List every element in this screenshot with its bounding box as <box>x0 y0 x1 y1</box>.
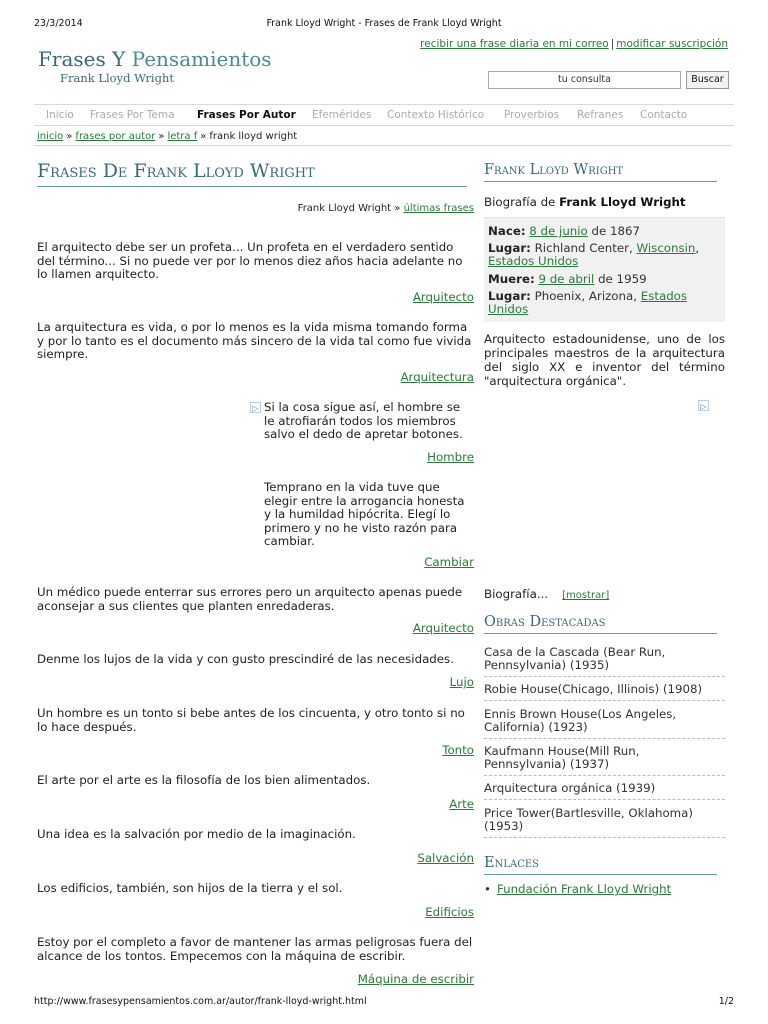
quote-text: Temprano en la vida tuve que elegir entre la arrogancia honesta y la humildad hipócrita. Elegí lo primero y no he visto razón para cambiar. <box>264 480 465 548</box>
quote-text: Un médico puede enterrar sus errores pero un arquitecto apenas puede aconsejar a sus clientes que planten enredaderas. <box>37 585 463 613</box>
bio-header <box>484 195 686 209</box>
died-label: Muere: <box>488 272 535 286</box>
nav-efemerides[interactable]: Efemérides <box>312 109 372 121</box>
quote-text: La arquitectura es vida, o por lo menos es la vida misma tomando forma y por lo tanto es el documento más sincero de la vida tal como fue vivida siempre. <box>37 320 472 361</box>
quote-text: Estoy por el completo a favor de mantener las armas peligrosas fuera del alcance de los tontos. Empecemos con la máquina de escribir. <box>37 935 473 963</box>
util-author: Frank Lloyd Wright <box>297 203 392 214</box>
work-item: Price Tower(Bartlesville, Oklahoma) (1953) <box>484 807 725 838</box>
nav-contacto[interactable]: Contacto <box>640 109 688 121</box>
works-title: Obras Destacadas <box>484 614 717 634</box>
work-item: Ennis Brown House(Los Angeles, California) (1923) <box>484 708 725 739</box>
breadcrumb <box>37 131 297 142</box>
bio-facts-box <box>484 217 725 322</box>
born-label: Nace: <box>488 224 526 238</box>
logo-word-1: Frases Y <box>38 47 126 71</box>
quote-text: Una idea es la salvación por medio de la imaginación. <box>37 827 356 841</box>
main-nav <box>34 104 734 126</box>
author-description: Arquitecto estadounidense, uno de los principales maestros de la arquitectura del siglo XX e inventor del término "arquitectura orgánica". <box>484 332 725 388</box>
bio-label: Biografía de <box>484 195 556 209</box>
deathplace-row <box>488 290 721 316</box>
util-sep: » <box>394 203 401 214</box>
quote-tag-link[interactable]: Arquitecto <box>412 621 474 635</box>
search-button[interactable]: Buscar <box>686 71 729 89</box>
quote-tag-link[interactable]: Cambiar <box>424 555 474 569</box>
breadcrumb-home[interactable]: inicio <box>37 131 64 142</box>
bio-toggle-label: Biografía... <box>484 587 549 601</box>
born-date-link[interactable]: 8 de junio <box>529 224 588 238</box>
bio-show-link[interactable]: [mostrar] <box>562 590 610 601</box>
place2-label: Lugar: <box>488 289 531 303</box>
quote-text: Denme los lujos de la vida y con gusto prescindiré de las necesidades. <box>37 652 454 666</box>
bullet-icon: • <box>484 882 491 896</box>
bio-name: Frank Lloyd Wright <box>559 195 686 209</box>
modify-subscription-link[interactable]: modificar suscripción <box>616 38 728 50</box>
place2-city: Phoenix, Arizona, <box>534 289 637 303</box>
breadcrumb-current: frank lloyd wright <box>209 131 298 142</box>
breadcrumb-sep: » <box>200 131 207 142</box>
quote-text: Los edificios, también, son hijos de la tierra y el sol. <box>37 881 343 895</box>
breadcrumb-by-author[interactable]: frases por autor <box>75 131 156 142</box>
quote-text: Un hombre es un tonto si bebe antes de los cincuenta, y otro tonto si no lo hace después. <box>37 706 465 734</box>
search-input[interactable]: tu consulta <box>488 71 681 89</box>
page-title: Frases De Frank Lloyd Wright <box>37 160 467 187</box>
sidebar-title: Frank Lloyd Wright <box>484 162 717 182</box>
work-item: Kaufmann House(Mill Run, Pennsylvania) (1937) <box>484 745 725 776</box>
author-util-links <box>298 203 474 214</box>
place2-country-link[interactable]: Estados Unidos <box>488 289 688 316</box>
breadcrumb-divider <box>34 145 732 146</box>
util-latest-link[interactable]: últimas frases <box>403 203 474 214</box>
bio-toggle <box>484 587 609 601</box>
quote-tag-link[interactable]: Arquitecto <box>412 290 474 304</box>
site-subtitle: Frank Lloyd Wright <box>60 71 174 85</box>
foundation-link[interactable]: Fundación Frank Lloyd Wright <box>496 882 672 896</box>
died-year: de 1959 <box>598 272 647 286</box>
quote-tag-link[interactable]: Salvación <box>417 851 474 865</box>
breadcrumb-sep: » <box>66 131 73 142</box>
ad-choices-icon[interactable]: ▷ <box>250 402 261 413</box>
birthplace-row <box>488 242 721 268</box>
links-list <box>484 882 671 896</box>
print-page-number: 1/2 <box>718 996 734 1007</box>
died-date-link[interactable]: 9 de abril <box>538 272 595 286</box>
links-title: Enlaces <box>484 855 717 875</box>
ad-choices-icon[interactable]: ▷ <box>698 400 709 411</box>
nav-refranes[interactable]: Refranes <box>577 109 624 121</box>
quote-tag-link[interactable]: Tonto <box>442 743 474 757</box>
breadcrumb-sep: » <box>158 131 165 142</box>
work-item: Arquitectura orgánica (1939) <box>484 782 725 800</box>
quote-tag-link[interactable]: Arte <box>449 797 474 811</box>
work-item: Casa de la Cascada (Bear Run, Pennsylvania) (1935) <box>484 646 725 677</box>
nav-proverbios[interactable]: Proverbios <box>504 109 560 121</box>
quote-tag-link[interactable]: Hombre <box>427 450 474 464</box>
place1-country-link[interactable]: Estados Unidos <box>488 254 579 268</box>
born-row <box>488 225 721 238</box>
nav-inicio[interactable]: Inicio <box>46 109 74 121</box>
place1-city: Richland Center, <box>534 241 633 255</box>
quote-tag-link[interactable]: Edificios <box>425 905 474 919</box>
print-footer <box>34 996 734 1010</box>
site-logo[interactable] <box>38 47 272 71</box>
print-date: 23/3/2014 <box>34 18 83 29</box>
died-row <box>488 273 721 286</box>
work-item: Robie House(Chicago, Illinois) (1908) <box>484 683 725 701</box>
place1-state-link[interactable]: Wisconsin <box>636 241 696 255</box>
print-url: http://www.frasesypensamientos.com.ar/autor/frank-lloyd-wright.html <box>34 996 367 1007</box>
nav-frases-por-autor[interactable]: Frases Por Autor <box>197 109 296 121</box>
place1-label: Lugar: <box>488 241 531 255</box>
nav-frases-por-tema[interactable]: Frases Por Tema <box>90 109 175 121</box>
place1-comma: , <box>695 241 700 255</box>
top-links-separator: | <box>610 38 615 50</box>
print-page-title: Frank Lloyd Wright - Frases de Frank Lloyd Wright <box>266 18 502 29</box>
breadcrumb-letter[interactable]: letra f <box>167 131 198 142</box>
quote-tag-link[interactable]: Máquina de escribir <box>357 972 474 986</box>
born-year: de 1867 <box>591 224 641 238</box>
top-links <box>420 38 728 50</box>
quote-text: El arquitecto debe ser un profeta... Un profeta en el verdadero sentido del término... Si no puede ver por lo menos diez años hacia adelante no lo llamen arquitecto. <box>37 240 463 281</box>
quote-text: El arte por el arte es la filosofía de los bien alimentados. <box>37 773 371 787</box>
logo-word-2: Pensamientos <box>131 47 272 71</box>
quote-text: Si la cosa sigue así, el hombre se le atrofiarán todos los miembros salvo el dedo de apretar botones. <box>264 400 463 441</box>
subscribe-link[interactable]: recibir una frase diaria en mi correo <box>420 38 609 50</box>
nav-contexto-historico[interactable]: Contexto Histórico <box>387 109 485 121</box>
print-header <box>34 18 734 32</box>
quote-tag-link[interactable]: Lujo <box>449 675 474 689</box>
quote-tag-link[interactable]: Arquitectura <box>400 370 474 384</box>
